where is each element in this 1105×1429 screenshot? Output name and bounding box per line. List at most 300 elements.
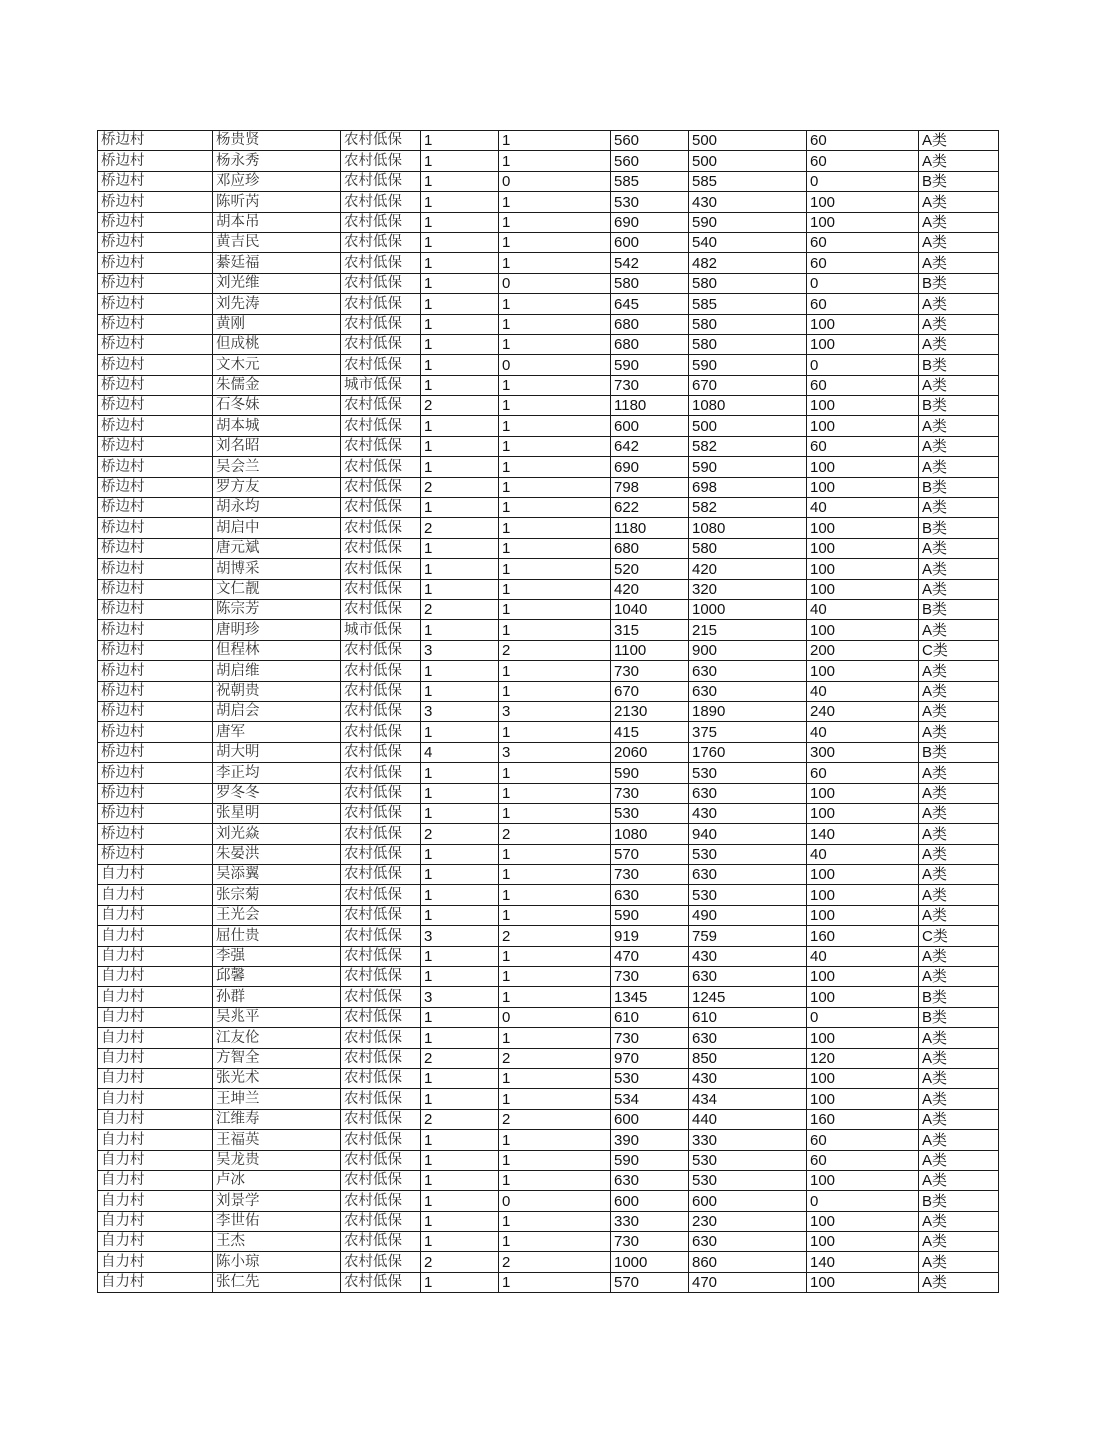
- household-size-cell: 1: [421, 212, 499, 232]
- category-cell: A类: [919, 1130, 999, 1150]
- table-row: [98, 824, 999, 844]
- category-cell: A类: [919, 253, 999, 273]
- category-cell: A类: [919, 701, 999, 721]
- table-row: [98, 1252, 999, 1272]
- household-size-cell: 3: [421, 987, 499, 1007]
- village-cell: 自力村: [98, 1191, 213, 1211]
- name-cell: 陈听芮: [213, 192, 341, 212]
- total-amount-cell: 534: [611, 1089, 689, 1109]
- base-amount-cell: 420: [689, 559, 807, 579]
- name-cell: 朱晏洪: [213, 844, 341, 864]
- household-size-cell: 1: [421, 171, 499, 191]
- table-row: [98, 1130, 999, 1150]
- table-row: [98, 396, 999, 416]
- category-cell: B类: [919, 742, 999, 762]
- total-amount-cell: 798: [611, 477, 689, 497]
- category-cell: A类: [919, 1028, 999, 1048]
- name-cell: 胡博采: [213, 559, 341, 579]
- household-size-cell: 3: [421, 926, 499, 946]
- table-row: [98, 131, 999, 151]
- total-amount-cell: 580: [611, 273, 689, 293]
- table-row: [98, 722, 999, 742]
- household-size-cell: 1: [421, 375, 499, 395]
- table-row: [98, 763, 999, 783]
- beneficiary-count-cell: 2: [499, 640, 611, 660]
- base-amount-cell: 482: [689, 253, 807, 273]
- supplement-amount-cell: 40: [807, 946, 919, 966]
- total-amount-cell: 415: [611, 722, 689, 742]
- total-amount-cell: 560: [611, 131, 689, 151]
- name-cell: 胡大明: [213, 742, 341, 762]
- base-amount-cell: 530: [689, 763, 807, 783]
- table-row: [98, 987, 999, 1007]
- category-cell: A类: [919, 1048, 999, 1068]
- name-cell: 张仁先: [213, 1272, 341, 1292]
- total-amount-cell: 590: [611, 1150, 689, 1170]
- assistance-type-cell: 农村低保: [341, 681, 421, 701]
- village-cell: 自力村: [98, 1211, 213, 1231]
- category-cell: A类: [919, 314, 999, 334]
- household-size-cell: 1: [421, 1130, 499, 1150]
- base-amount-cell: 430: [689, 803, 807, 823]
- category-cell: A类: [919, 192, 999, 212]
- base-amount-cell: 440: [689, 1109, 807, 1129]
- village-cell: 桥边村: [98, 457, 213, 477]
- base-amount-cell: 320: [689, 579, 807, 599]
- village-cell: 自力村: [98, 1130, 213, 1150]
- category-cell: B类: [919, 477, 999, 497]
- table-row: [98, 273, 999, 293]
- total-amount-cell: 530: [611, 192, 689, 212]
- base-amount-cell: 610: [689, 1007, 807, 1027]
- base-amount-cell: 630: [689, 865, 807, 885]
- name-cell: 胡启会: [213, 701, 341, 721]
- base-amount-cell: 580: [689, 538, 807, 558]
- supplement-amount-cell: 100: [807, 1089, 919, 1109]
- total-amount-cell: 1040: [611, 599, 689, 619]
- beneficiary-count-cell: 0: [499, 1007, 611, 1027]
- category-cell: A类: [919, 334, 999, 354]
- base-amount-cell: 590: [689, 457, 807, 477]
- household-size-cell: 2: [421, 1252, 499, 1272]
- category-cell: A类: [919, 1252, 999, 1272]
- village-cell: 自力村: [98, 926, 213, 946]
- household-size-cell: 1: [421, 885, 499, 905]
- supplement-amount-cell: 100: [807, 1232, 919, 1252]
- beneficiary-count-cell: 1: [499, 620, 611, 640]
- total-amount-cell: 600: [611, 416, 689, 436]
- household-size-cell: 1: [421, 967, 499, 987]
- total-amount-cell: 680: [611, 538, 689, 558]
- category-cell: A类: [919, 457, 999, 477]
- name-cell: 罗方友: [213, 477, 341, 497]
- household-size-cell: 1: [421, 151, 499, 171]
- beneficiary-count-cell: 3: [499, 701, 611, 721]
- beneficiary-count-cell: 2: [499, 824, 611, 844]
- total-amount-cell: 1345: [611, 987, 689, 1007]
- base-amount-cell: 1000: [689, 599, 807, 619]
- base-amount-cell: 500: [689, 131, 807, 151]
- base-amount-cell: 850: [689, 1048, 807, 1068]
- household-size-cell: 1: [421, 253, 499, 273]
- name-cell: 黄吉民: [213, 232, 341, 252]
- name-cell: 张光术: [213, 1068, 341, 1088]
- name-cell: 江维寿: [213, 1109, 341, 1129]
- assistance-type-cell: 农村低保: [341, 1068, 421, 1088]
- household-size-cell: 1: [421, 232, 499, 252]
- category-cell: B类: [919, 1191, 999, 1211]
- table-row: [98, 742, 999, 762]
- category-cell: A类: [919, 803, 999, 823]
- total-amount-cell: 730: [611, 1232, 689, 1252]
- assistance-type-cell: 农村低保: [341, 1232, 421, 1252]
- village-cell: 桥边村: [98, 416, 213, 436]
- base-amount-cell: 1890: [689, 701, 807, 721]
- category-cell: A类: [919, 1089, 999, 1109]
- assistance-type-cell: 农村低保: [341, 416, 421, 436]
- assistance-type-cell: 农村低保: [341, 579, 421, 599]
- supplement-amount-cell: 100: [807, 579, 919, 599]
- beneficiary-count-cell: 2: [499, 1109, 611, 1129]
- supplement-amount-cell: 100: [807, 1272, 919, 1292]
- beneficiary-count-cell: 1: [499, 314, 611, 334]
- village-cell: 桥边村: [98, 232, 213, 252]
- supplement-amount-cell: 0: [807, 1007, 919, 1027]
- assistance-type-cell: 农村低保: [341, 722, 421, 742]
- household-size-cell: 1: [421, 1007, 499, 1027]
- total-amount-cell: 670: [611, 681, 689, 701]
- beneficiary-count-cell: 0: [499, 1191, 611, 1211]
- beneficiary-count-cell: 1: [499, 518, 611, 538]
- table-row: [98, 171, 999, 191]
- total-amount-cell: 642: [611, 436, 689, 456]
- village-cell: 桥边村: [98, 701, 213, 721]
- village-cell: 自力村: [98, 1089, 213, 1109]
- assistance-type-cell: 农村低保: [341, 1170, 421, 1190]
- assistance-type-cell: 农村低保: [341, 742, 421, 762]
- total-amount-cell: 730: [611, 1028, 689, 1048]
- household-size-cell: 1: [421, 416, 499, 436]
- total-amount-cell: 2060: [611, 742, 689, 762]
- supplement-amount-cell: 100: [807, 661, 919, 681]
- total-amount-cell: 542: [611, 253, 689, 273]
- supplement-amount-cell: 100: [807, 538, 919, 558]
- category-cell: A类: [919, 1232, 999, 1252]
- table-row: [98, 192, 999, 212]
- name-cell: 吴兆平: [213, 1007, 341, 1027]
- name-cell: 文木元: [213, 355, 341, 375]
- supplement-amount-cell: 100: [807, 212, 919, 232]
- base-amount-cell: 430: [689, 192, 807, 212]
- village-cell: 桥边村: [98, 355, 213, 375]
- village-cell: 桥边村: [98, 396, 213, 416]
- household-size-cell: 1: [421, 763, 499, 783]
- household-size-cell: 1: [421, 1211, 499, 1231]
- village-cell: 桥边村: [98, 803, 213, 823]
- assistance-type-cell: 农村低保: [341, 865, 421, 885]
- village-cell: 桥边村: [98, 253, 213, 273]
- table-row: [98, 803, 999, 823]
- village-cell: 自力村: [98, 1048, 213, 1068]
- assistance-type-cell: 农村低保: [341, 171, 421, 191]
- name-cell: 李正均: [213, 763, 341, 783]
- supplement-amount-cell: 100: [807, 1211, 919, 1231]
- total-amount-cell: 315: [611, 620, 689, 640]
- village-cell: 自力村: [98, 1150, 213, 1170]
- name-cell: 杨贵贤: [213, 131, 341, 151]
- name-cell: 卢冰: [213, 1170, 341, 1190]
- household-size-cell: 1: [421, 1191, 499, 1211]
- household-size-cell: 3: [421, 640, 499, 660]
- beneficiary-count-cell: 1: [499, 131, 611, 151]
- beneficiary-count-cell: 1: [499, 946, 611, 966]
- name-cell: 李世佑: [213, 1211, 341, 1231]
- category-cell: A类: [919, 1211, 999, 1231]
- assistance-type-cell: 农村低保: [341, 498, 421, 518]
- name-cell: 刘光维: [213, 273, 341, 293]
- supplement-amount-cell: 100: [807, 477, 919, 497]
- supplement-amount-cell: 40: [807, 498, 919, 518]
- table-row: [98, 701, 999, 721]
- beneficiary-count-cell: 2: [499, 926, 611, 946]
- assistance-type-cell: 农村低保: [341, 212, 421, 232]
- total-amount-cell: 600: [611, 1109, 689, 1129]
- category-cell: A类: [919, 967, 999, 987]
- table-row: [98, 1109, 999, 1129]
- name-cell: 王坤兰: [213, 1089, 341, 1109]
- base-amount-cell: 590: [689, 355, 807, 375]
- assistance-type-cell: 农村低保: [341, 1211, 421, 1231]
- name-cell: 屈仕贵: [213, 926, 341, 946]
- supplement-amount-cell: 40: [807, 722, 919, 742]
- category-cell: A类: [919, 579, 999, 599]
- supplement-amount-cell: 0: [807, 1191, 919, 1211]
- supplement-amount-cell: 60: [807, 436, 919, 456]
- category-cell: B类: [919, 518, 999, 538]
- supplement-amount-cell: 100: [807, 905, 919, 925]
- beneficiary-count-cell: 1: [499, 1089, 611, 1109]
- base-amount-cell: 630: [689, 967, 807, 987]
- category-cell: A类: [919, 294, 999, 314]
- supplement-amount-cell: 100: [807, 396, 919, 416]
- assistance-type-cell: 农村低保: [341, 1130, 421, 1150]
- table-row: [98, 885, 999, 905]
- table-row: [98, 599, 999, 619]
- base-amount-cell: 434: [689, 1089, 807, 1109]
- beneficiary-count-cell: 1: [499, 599, 611, 619]
- household-size-cell: 1: [421, 783, 499, 803]
- household-size-cell: 1: [421, 905, 499, 925]
- base-amount-cell: 375: [689, 722, 807, 742]
- base-amount-cell: 940: [689, 824, 807, 844]
- village-cell: 桥边村: [98, 681, 213, 701]
- name-cell: 李强: [213, 946, 341, 966]
- name-cell: 吴添翼: [213, 865, 341, 885]
- table-row: [98, 314, 999, 334]
- assistance-type-cell: 农村低保: [341, 803, 421, 823]
- household-size-cell: 4: [421, 742, 499, 762]
- beneficiary-count-cell: 1: [499, 436, 611, 456]
- assistance-type-cell: 农村低保: [341, 1089, 421, 1109]
- table-body: [98, 131, 999, 1293]
- supplement-amount-cell: 100: [807, 559, 919, 579]
- total-amount-cell: 590: [611, 355, 689, 375]
- category-cell: A类: [919, 763, 999, 783]
- village-cell: 自力村: [98, 865, 213, 885]
- name-cell: 刘景学: [213, 1191, 341, 1211]
- category-cell: A类: [919, 681, 999, 701]
- village-cell: 自力村: [98, 967, 213, 987]
- village-cell: 桥边村: [98, 334, 213, 354]
- village-cell: 自力村: [98, 905, 213, 925]
- base-amount-cell: 530: [689, 885, 807, 905]
- supplement-amount-cell: 160: [807, 1109, 919, 1129]
- village-cell: 桥边村: [98, 742, 213, 762]
- village-cell: 自力村: [98, 1109, 213, 1129]
- total-amount-cell: 330: [611, 1211, 689, 1231]
- beneficiary-count-cell: 1: [499, 987, 611, 1007]
- total-amount-cell: 690: [611, 212, 689, 232]
- village-cell: 桥边村: [98, 620, 213, 640]
- assistance-type-cell: 农村低保: [341, 538, 421, 558]
- name-cell: 刘名昭: [213, 436, 341, 456]
- household-size-cell: 1: [421, 457, 499, 477]
- assistance-type-cell: 农村低保: [341, 640, 421, 660]
- beneficiary-count-cell: 2: [499, 1252, 611, 1272]
- name-cell: 唐军: [213, 722, 341, 742]
- assistance-type-cell: 农村低保: [341, 1007, 421, 1027]
- category-cell: A类: [919, 498, 999, 518]
- assistance-type-cell: 农村低保: [341, 967, 421, 987]
- category-cell: A类: [919, 1272, 999, 1292]
- name-cell: 但成桃: [213, 334, 341, 354]
- beneficiary-count-cell: 1: [499, 1232, 611, 1252]
- name-cell: 文仁靓: [213, 579, 341, 599]
- base-amount-cell: 600: [689, 1191, 807, 1211]
- assistance-type-cell: 城市低保: [341, 620, 421, 640]
- village-cell: 自力村: [98, 946, 213, 966]
- table-row: [98, 865, 999, 885]
- household-size-cell: 1: [421, 1272, 499, 1292]
- table-row: [98, 232, 999, 252]
- household-size-cell: 2: [421, 396, 499, 416]
- village-cell: 桥边村: [98, 273, 213, 293]
- table-row: [98, 1089, 999, 1109]
- beneficiary-count-cell: 1: [499, 416, 611, 436]
- beneficiary-count-cell: 1: [499, 192, 611, 212]
- name-cell: 张星明: [213, 803, 341, 823]
- beneficiary-count-cell: 1: [499, 579, 611, 599]
- village-cell: 桥边村: [98, 640, 213, 660]
- base-amount-cell: 530: [689, 1170, 807, 1190]
- assistance-type-cell: 农村低保: [341, 1272, 421, 1292]
- assistance-type-cell: 农村低保: [341, 253, 421, 273]
- table-row: [98, 151, 999, 171]
- beneficiary-count-cell: 1: [499, 1211, 611, 1231]
- assistance-type-cell: 农村低保: [341, 477, 421, 497]
- base-amount-cell: 580: [689, 334, 807, 354]
- supplement-amount-cell: 100: [807, 783, 919, 803]
- base-amount-cell: 540: [689, 232, 807, 252]
- assistance-type-cell: 农村低保: [341, 1252, 421, 1272]
- table-row: [98, 905, 999, 925]
- village-cell: 桥边村: [98, 151, 213, 171]
- name-cell: 胡本城: [213, 416, 341, 436]
- household-size-cell: 1: [421, 844, 499, 864]
- total-amount-cell: 470: [611, 946, 689, 966]
- beneficiary-count-cell: 1: [499, 783, 611, 803]
- village-cell: 桥边村: [98, 722, 213, 742]
- total-amount-cell: 560: [611, 151, 689, 171]
- village-cell: 自力村: [98, 1170, 213, 1190]
- beneficiary-count-cell: 1: [499, 865, 611, 885]
- category-cell: A类: [919, 416, 999, 436]
- category-cell: A类: [919, 212, 999, 232]
- table-row: [98, 1068, 999, 1088]
- category-cell: A类: [919, 1068, 999, 1088]
- base-amount-cell: 630: [689, 1232, 807, 1252]
- household-size-cell: 1: [421, 1150, 499, 1170]
- total-amount-cell: 730: [611, 661, 689, 681]
- category-cell: B类: [919, 396, 999, 416]
- table-row: [98, 253, 999, 273]
- beneficiary-count-cell: 1: [499, 763, 611, 783]
- table-row: [98, 416, 999, 436]
- table-row: [98, 681, 999, 701]
- base-amount-cell: 430: [689, 946, 807, 966]
- village-cell: 自力村: [98, 1007, 213, 1027]
- household-size-cell: 1: [421, 1089, 499, 1109]
- household-size-cell: 1: [421, 192, 499, 212]
- assistance-type-cell: 城市低保: [341, 375, 421, 395]
- table-row: [98, 661, 999, 681]
- supplement-amount-cell: 240: [807, 701, 919, 721]
- household-size-cell: 1: [421, 1028, 499, 1048]
- total-amount-cell: 520: [611, 559, 689, 579]
- base-amount-cell: 1760: [689, 742, 807, 762]
- supplement-amount-cell: 60: [807, 1150, 919, 1170]
- assistance-type-cell: 农村低保: [341, 783, 421, 803]
- category-cell: A类: [919, 905, 999, 925]
- base-amount-cell: 580: [689, 314, 807, 334]
- table-row: [98, 1048, 999, 1068]
- base-amount-cell: 590: [689, 212, 807, 232]
- supplement-amount-cell: 40: [807, 599, 919, 619]
- base-amount-cell: 585: [689, 294, 807, 314]
- name-cell: 祝朝贵: [213, 681, 341, 701]
- beneficiary-count-cell: 1: [499, 457, 611, 477]
- village-cell: 桥边村: [98, 314, 213, 334]
- base-amount-cell: 580: [689, 273, 807, 293]
- household-size-cell: 1: [421, 436, 499, 456]
- supplement-amount-cell: 160: [807, 926, 919, 946]
- assistance-type-cell: 农村低保: [341, 232, 421, 252]
- name-cell: 黄刚: [213, 314, 341, 334]
- village-cell: 桥边村: [98, 171, 213, 191]
- supplement-amount-cell: 140: [807, 1252, 919, 1272]
- household-size-cell: 1: [421, 579, 499, 599]
- assistance-type-cell: 农村低保: [341, 1048, 421, 1068]
- household-size-cell: 1: [421, 538, 499, 558]
- name-cell: 刘光焱: [213, 824, 341, 844]
- name-cell: 吴会兰: [213, 457, 341, 477]
- table-row: [98, 559, 999, 579]
- total-amount-cell: 622: [611, 498, 689, 518]
- name-cell: 胡启维: [213, 661, 341, 681]
- household-size-cell: 3: [421, 701, 499, 721]
- household-size-cell: 1: [421, 294, 499, 314]
- household-size-cell: 1: [421, 273, 499, 293]
